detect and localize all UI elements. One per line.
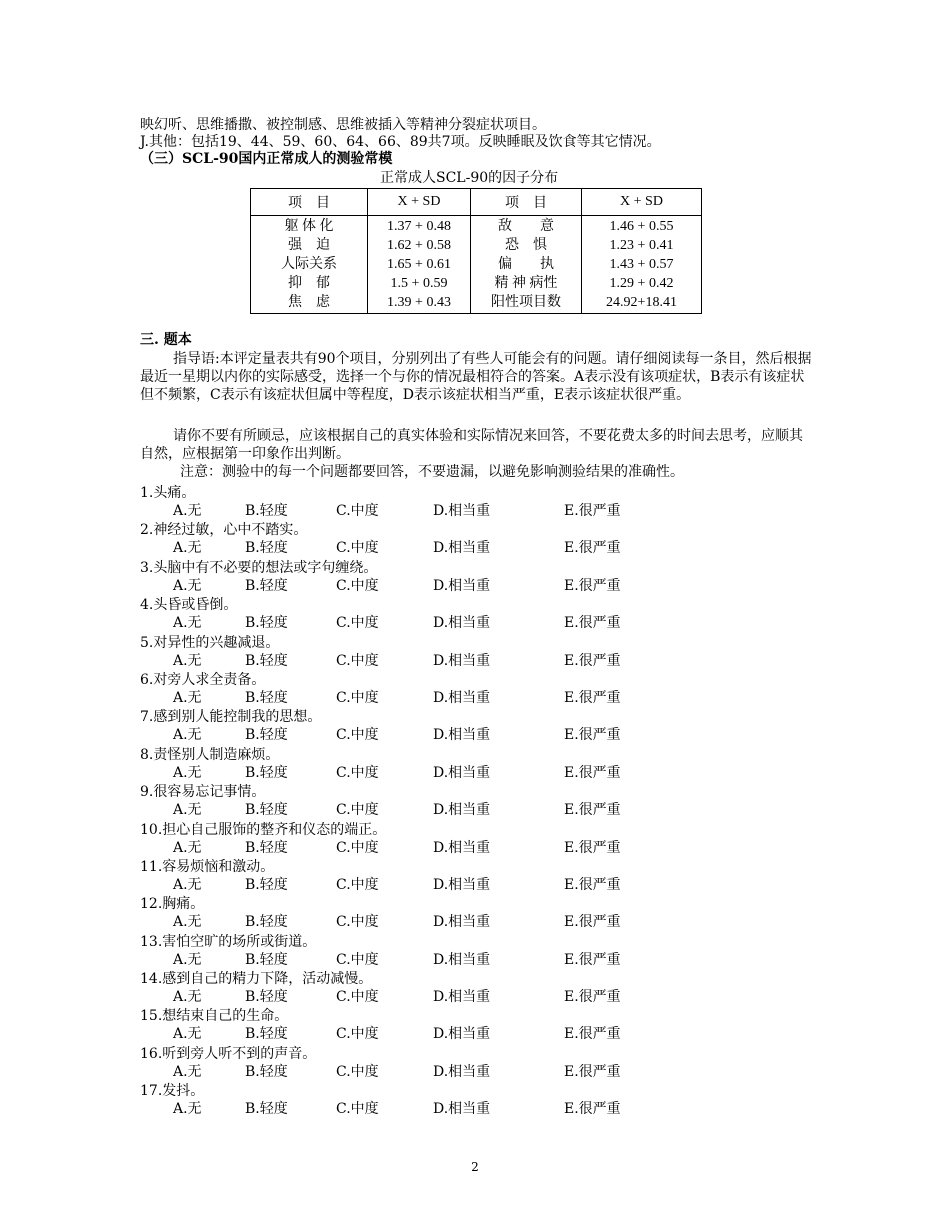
answer-option[interactable]: C.中度	[336, 577, 379, 594]
answer-option[interactable]: B.轻度	[245, 876, 288, 893]
answer-option[interactable]: C.中度	[336, 1101, 379, 1118]
answer-option[interactable]: D.相当重	[433, 615, 491, 632]
answer-option[interactable]: E.很严重	[564, 689, 621, 706]
answer-option[interactable]: E.很严重	[564, 802, 621, 819]
factor-name: 阳性项目数	[491, 295, 561, 310]
page-number: 2	[471, 1160, 479, 1174]
answer-option[interactable]: C.中度	[336, 1063, 379, 1080]
factor-name: 人际关系	[281, 257, 337, 272]
answer-option[interactable]: D.相当重	[433, 764, 491, 781]
answer-option[interactable]: B.轻度	[245, 540, 288, 557]
answer-option[interactable]: E.很严重	[564, 876, 621, 893]
answer-option[interactable]: A.无	[173, 1063, 202, 1080]
intro-line-2: J.其他：包括19、44、59、60、64、66、89共7项。反映睡眠及饮食等其它情况。	[140, 134, 661, 150]
table-col-3-cell	[471, 216, 582, 314]
answer-option[interactable]: E.很严重	[564, 1101, 621, 1118]
factor-value: 1.65 + 0.61	[387, 257, 451, 272]
answer-options	[140, 801, 820, 820]
answer-option[interactable]: A.无	[173, 652, 202, 669]
question-item	[140, 596, 820, 633]
answer-option[interactable]: B.轻度	[245, 839, 288, 856]
answer-option[interactable]: C.中度	[336, 689, 379, 706]
answer-option[interactable]: D.相当重	[433, 1063, 491, 1080]
factor-value: 1.37 + 0.48	[387, 219, 451, 234]
norms-table	[250, 188, 702, 314]
factor-name: 焦 虑	[288, 295, 330, 310]
attention-note: 注意：测验中的每一个问题都要回答，不要遗漏，以避免影响测验结果的准确性。	[180, 464, 684, 480]
answer-option[interactable]: C.中度	[336, 914, 379, 931]
answer-option[interactable]: D.相当重	[433, 652, 491, 669]
answer-option[interactable]: E.很严重	[564, 577, 621, 594]
answer-option[interactable]: A.无	[173, 1101, 202, 1118]
answer-options	[140, 689, 820, 708]
question-item	[140, 970, 820, 1007]
answer-option[interactable]: C.中度	[336, 764, 379, 781]
answer-option[interactable]: E.很严重	[564, 540, 621, 557]
question-list	[140, 484, 820, 1120]
answer-option[interactable]: B.轻度	[245, 802, 288, 819]
answer-option[interactable]: B.轻度	[245, 1063, 288, 1080]
answer-option[interactable]: A.无	[173, 503, 202, 519]
answer-option[interactable]: C.中度	[336, 503, 379, 519]
question-item	[140, 521, 820, 558]
answer-option[interactable]: C.中度	[336, 727, 379, 744]
question-text: 10.担心自己服饰的整齐和仪态的端正。	[140, 821, 387, 838]
answer-option[interactable]: A.无	[173, 540, 202, 557]
question-text: 11.容易烦恼和激动。	[140, 858, 275, 875]
answer-option[interactable]: C.中度	[336, 989, 379, 1006]
section-3-heading: （三）SCL-90国内正常成人的测验常模	[140, 151, 393, 167]
factor-value: 1.39 + 0.43	[387, 295, 451, 310]
answer-option[interactable]: D.相当重	[433, 577, 491, 594]
answer-option[interactable]: C.中度	[336, 1026, 379, 1043]
answer-option[interactable]: A.无	[173, 615, 202, 632]
answer-option[interactable]: A.无	[173, 876, 202, 893]
answer-option[interactable]: A.无	[173, 577, 202, 594]
answer-option[interactable]: C.中度	[336, 951, 379, 968]
answer-options	[140, 913, 820, 932]
question-item	[140, 1082, 820, 1119]
answer-option[interactable]: D.相当重	[433, 914, 491, 931]
answer-options	[140, 839, 820, 858]
factor-name: 偏 执	[498, 257, 554, 272]
table-col-4-cell	[582, 216, 702, 314]
factor-value: 1.5 + 0.59	[390, 276, 448, 291]
answer-option[interactable]: E.很严重	[564, 615, 621, 632]
answer-option[interactable]: B.轻度	[245, 503, 288, 519]
answer-option[interactable]: B.轻度	[245, 914, 288, 931]
question-item	[140, 895, 820, 932]
answer-options	[140, 988, 820, 1007]
answer-options	[140, 1063, 820, 1082]
table-col-2-cell	[368, 216, 471, 314]
answer-option[interactable]: E.很严重	[564, 727, 621, 744]
question-text: 5.对异性的兴趣减退。	[140, 634, 280, 651]
answer-option[interactable]: D.相当重	[433, 951, 491, 968]
answer-option[interactable]: D.相当重	[433, 727, 491, 744]
answer-options	[140, 539, 820, 558]
factor-name: 强 迫	[288, 238, 330, 253]
answer-option[interactable]: A.无	[173, 764, 202, 781]
table-header: 项 目	[471, 189, 582, 216]
question-item	[140, 933, 820, 970]
question-text: 12.胸痛。	[140, 896, 205, 913]
factor-value: 1.29 + 0.42	[609, 276, 674, 291]
answer-option[interactable]: E.很严重	[564, 652, 621, 669]
answer-option[interactable]: E.很严重	[564, 989, 621, 1006]
factor-value: 1.23 + 0.41	[609, 238, 674, 253]
factor-name: 精 神 病性	[494, 276, 558, 291]
answer-options	[140, 1025, 820, 1044]
answer-option[interactable]: A.无	[173, 689, 202, 706]
answer-option[interactable]: C.中度	[336, 540, 379, 557]
answer-option[interactable]: A.无	[173, 989, 202, 1006]
answer-option[interactable]: B.轻度	[245, 727, 288, 744]
table-header: X + SD	[582, 189, 702, 216]
question-item	[140, 708, 820, 745]
answer-option[interactable]: D.相当重	[433, 1026, 491, 1043]
table-header: X + SD	[368, 189, 471, 216]
answer-option[interactable]: B.轻度	[245, 989, 288, 1006]
factor-value: 1.62 + 0.58	[387, 238, 451, 253]
factor-value: 24.92+18.41	[606, 295, 677, 310]
instruction-paragraph-1: 指导语:本评定量表共有90个项目，分别列出了有些人可能会有的问题。请仔细阅读每一条目，然后根据最近一星期以内你的实际感受，选择一个与你的情况最相符合的答案。A表示没有该项症状，B表示有该症状但不频繁，C表示有该症状但属中等程度，D表示该症状相当严重，E表示该症状很严重。	[140, 351, 812, 403]
answer-option[interactable]: A.无	[173, 1026, 202, 1043]
answer-option[interactable]: D.相当重	[433, 503, 491, 519]
answer-option[interactable]: D.相当重	[433, 540, 491, 557]
section-heading: 三. 题本	[140, 332, 192, 348]
factor-name: 躯 体 化	[284, 219, 334, 234]
answer-option[interactable]: E.很严重	[564, 503, 621, 519]
question-text: 7.感到别人能控制我的思想。	[140, 709, 322, 726]
answer-option[interactable]: C.中度	[336, 876, 379, 893]
question-text: 1.头痛。	[140, 485, 196, 501]
question-item	[140, 671, 820, 708]
instruction-paragraph-2: 请你不要有所顾忌，应该根据自己的真实体验和实际情况来回答，不要花费太多的时间去思考，应顺其自然，应根据第一印象作出判断。	[140, 428, 803, 462]
answer-options	[140, 764, 820, 783]
question-text: 8.责怪别人制造麻烦。	[140, 746, 280, 763]
question-item	[140, 484, 820, 521]
answer-option[interactable]: A.无	[173, 951, 202, 968]
answer-option[interactable]: E.很严重	[564, 951, 621, 968]
answer-option[interactable]: C.中度	[336, 652, 379, 669]
answer-option[interactable]: D.相当重	[433, 689, 491, 706]
question-item	[140, 1007, 820, 1044]
answer-option[interactable]: E.很严重	[564, 1063, 621, 1080]
question-item	[140, 634, 820, 671]
answer-option[interactable]: B.轻度	[245, 615, 288, 632]
intro-line-1: 映幻听、思维播撒、被控制感、思维被插入等精神分裂症状项目。	[140, 117, 546, 133]
table-body-row	[251, 216, 702, 314]
answer-option[interactable]: B.轻度	[245, 1026, 288, 1043]
answer-option[interactable]: B.轻度	[245, 689, 288, 706]
factor-name: 抑 郁	[288, 276, 330, 291]
answer-option[interactable]: E.很严重	[564, 914, 621, 931]
factor-value: 1.43 + 0.57	[609, 257, 674, 272]
question-text: 13.害怕空旷的场所或街道。	[140, 933, 317, 950]
answer-option[interactable]: C.中度	[336, 615, 379, 632]
answer-options	[140, 577, 820, 596]
answer-option[interactable]: D.相当重	[433, 1101, 491, 1118]
question-text: 15.想结束自己的生命。	[140, 1008, 289, 1025]
answer-option[interactable]: B.轻度	[245, 951, 288, 968]
answer-option[interactable]: C.中度	[336, 802, 379, 819]
answer-option[interactable]: B.轻度	[245, 1101, 288, 1118]
answer-option[interactable]: B.轻度	[245, 577, 288, 594]
question-text: 3.头脑中有不必要的想法或字句缠绕。	[140, 559, 378, 576]
table-col-1-cell	[251, 216, 368, 314]
factor-value: 1.46 + 0.55	[609, 219, 674, 234]
answer-options	[140, 614, 820, 633]
question-text: 4.头昏或昏倒。	[140, 597, 238, 614]
factor-name: 敌 意	[498, 219, 554, 234]
answer-options	[140, 951, 820, 970]
table-header-row	[251, 189, 702, 216]
question-item	[140, 559, 820, 596]
answer-option[interactable]: D.相当重	[433, 876, 491, 893]
answer-option[interactable]: A.无	[173, 727, 202, 744]
question-item	[140, 1045, 820, 1082]
question-item	[140, 858, 820, 895]
question-text: 14.感到自己的精力下降，活动减慢。	[140, 971, 373, 988]
factor-name: 恐 惧	[505, 238, 547, 253]
answer-options	[140, 1100, 820, 1119]
answer-options	[140, 652, 820, 671]
question-text: 9.很容易忘记事情。	[140, 784, 266, 801]
answer-options	[140, 876, 820, 895]
answer-option[interactable]: E.很严重	[564, 839, 621, 856]
question-item	[140, 746, 820, 783]
answer-option[interactable]: A.无	[173, 914, 202, 931]
answer-option[interactable]: D.相当重	[433, 989, 491, 1006]
answer-option[interactable]: D.相当重	[433, 802, 491, 819]
answer-option[interactable]: D.相当重	[433, 839, 491, 856]
answer-option[interactable]: A.无	[173, 802, 202, 819]
answer-option[interactable]: E.很严重	[564, 764, 621, 781]
answer-option[interactable]: A.无	[173, 839, 202, 856]
answer-options	[140, 502, 820, 521]
question-text: 16.听到旁人听不到的声音。	[140, 1045, 317, 1062]
answer-option[interactable]: B.轻度	[245, 652, 288, 669]
answer-option[interactable]: B.轻度	[245, 764, 288, 781]
question-item	[140, 783, 820, 820]
table-header: 项 目	[251, 189, 368, 216]
question-text: 2.神经过敏，心中不踏实。	[140, 522, 308, 539]
question-text: 6.对旁人求全责备。	[140, 671, 266, 688]
answer-options	[140, 726, 820, 745]
table-caption: 正常成人SCL-90的因子分布	[380, 170, 559, 186]
question-text: 17.发抖。	[140, 1083, 205, 1100]
answer-option[interactable]: E.很严重	[564, 1026, 621, 1043]
question-item	[140, 821, 820, 858]
answer-option[interactable]: C.中度	[336, 839, 379, 856]
